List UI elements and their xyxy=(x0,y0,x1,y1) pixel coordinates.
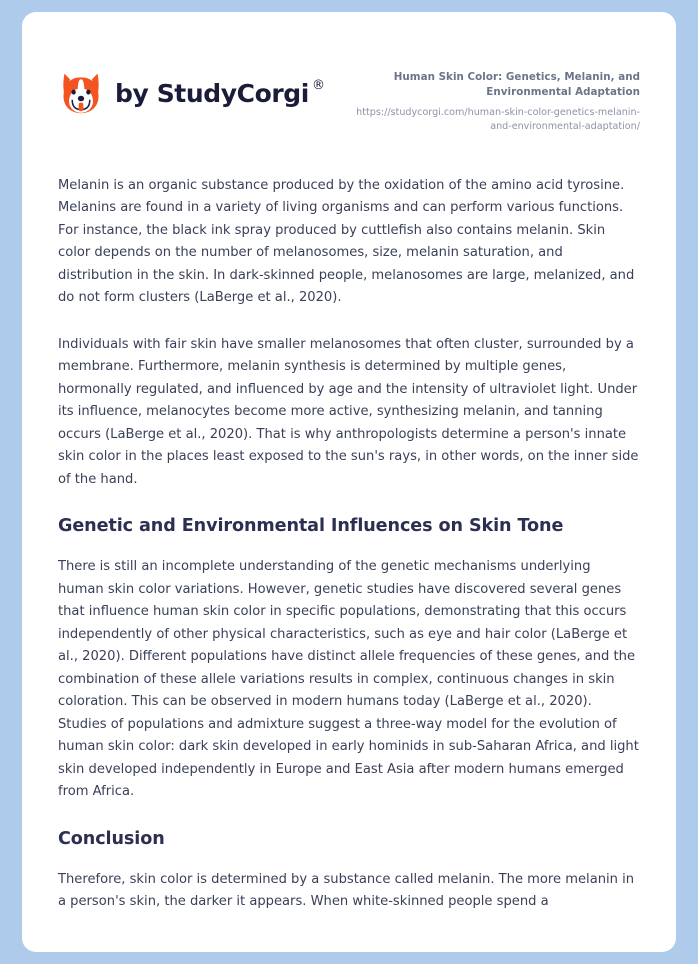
article-heading-genetic-environmental-influences: Genetic and Environmental Influences on Skin Tone xyxy=(58,516,564,537)
article-body xyxy=(58,135,640,914)
registered-trademark-icon: ® xyxy=(311,77,325,93)
document-page-card xyxy=(22,12,676,952)
header-article-title: Human Skin Color: Genetics, Melanin, and Environmental Adaptation xyxy=(393,71,640,98)
header-article-url[interactable]: https://studycorgi.com/human-skin-color-genetics-melanin-and-environmental-adaptation/ xyxy=(356,106,640,133)
article-paragraph-4: Therefore, skin color is determined by a substance called melanin. The more melanin in a person's skin, the darker it appears. When white-skinned people spend a xyxy=(58,871,635,910)
article-paragraph-1: Melanin is an organic substance produced by the oxidation of the amino acid tyrosine. Melanins are found in a variety of living organisms and can perform various functions. For instance, the black ink spray produced by cuttlefish also contains melanin. Skin color depends on the number of melanosomes, size, melanin saturation, and distribution in the skin. In dark-skinned people, melanosomes are large, melanized, and do not form clusters (LaBerge et al., 2020). xyxy=(58,177,635,306)
brand-wordmark xyxy=(115,77,325,108)
header-article-meta xyxy=(343,64,640,135)
article-heading-conclusion: Conclusion xyxy=(58,828,165,849)
page-content-wrapper xyxy=(22,12,676,914)
article-paragraph-3: There is still an incomplete understanding of the genetic mechanisms underlying human skin color variations. However, genetic studies have discovered several genes that influence human skin color in specific populations, demonstrating that this occurs independently of other physical characteristics, such as eye and hair color (LaBerge et al., 2020). Different populations have distinct allele frequencies of these genes, and the combination of these allele variations results in complex, continuous changes in skin coloration. This can be observed in modern humans today (LaBerge et al., 2020). Studies of populations and admixture suggest a three-way model for the evolution of human skin color: dark skin developed in early hominids in sub-Saharan Africa, and light skin developed independently in Europe and East Asia after modern humans emerged from Africa. xyxy=(58,559,639,800)
corgi-face-icon xyxy=(58,70,104,116)
brand-lockup[interactable] xyxy=(58,64,325,116)
document-header xyxy=(58,12,640,135)
brand-name-text: by StudyCorgi xyxy=(115,78,309,108)
article-paragraph-2: Individuals with fair skin have smaller melanosomes that often cluster, surrounded by a membrane. Furthermore, melanin synthesis is determined by multiple genes, hormonally regulated, and influenced by age and the intensity of ultraviolet light. Under its influence, melanocytes become more active, synthesizing melanin, and tanning occurs (LaBerge et al., 2020). That is why anthropologists determine a person's innate skin color in the places least exposed to the sun's rays, in other words, on the inner side of the hand. xyxy=(58,336,639,487)
